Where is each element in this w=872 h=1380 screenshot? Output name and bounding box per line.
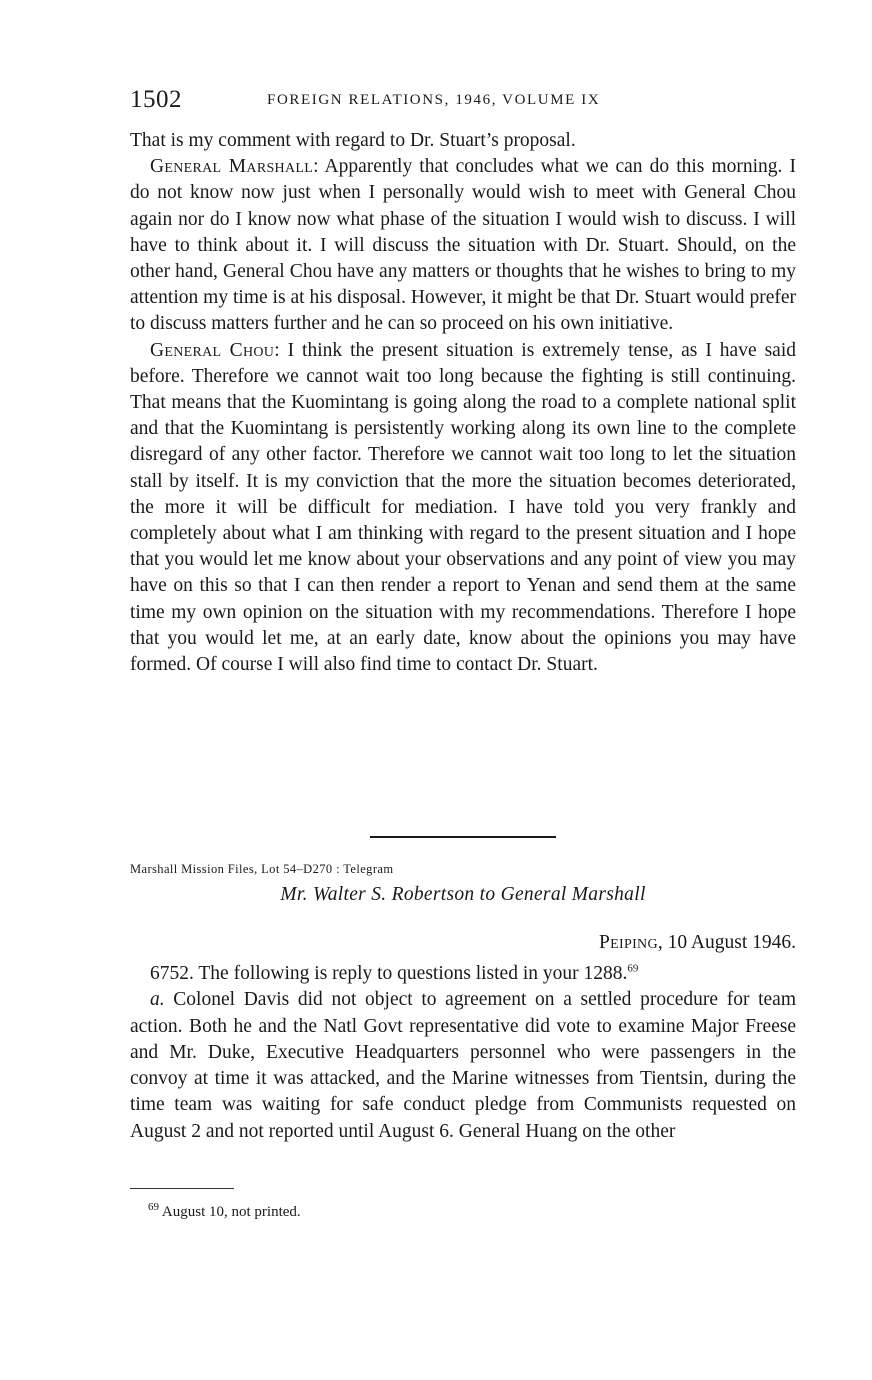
- footnote-text: August 10, not printed.: [159, 1204, 301, 1220]
- source-citation: Marshall Mission Files, Lot 54–D270 : Telegram: [130, 862, 394, 876]
- dateline-date: , 10 August 1946.: [657, 932, 796, 953]
- dateline: [599, 932, 796, 954]
- footnote-rule: [130, 1188, 234, 1189]
- transcript-paragraph: [130, 128, 796, 154]
- running-title: FOREIGN RELATIONS, 1946, VOLUME IX: [267, 92, 601, 108]
- transcript-paragraph: [130, 338, 796, 679]
- footnote: [148, 1201, 301, 1221]
- paragraph-text: : I think the present situation is extremely tense, as I have said before. Therefore we cannot wait too long because the fighting is still continuing. That means that the Kuomintang is going along the road to a complete national split and that the Kuomintang is persistently working along its own line to the complete disregard of any other factor. Therefore we cannot wait too long to let the situation stall by itself. It is my conviction that the more the situation becomes deteriorated, the more it will be difficult for mediation. I have told you very frankly and completely about what I am thinking with regard to the present situation and I hope that you would let me know about your observations and any point of view you may have on this so that I can then render a report to Yenan and send them at the same time my own opinion on the situation with my recommendations. Therefore I hope that you would let me, at an early date, know about the opinions you may have formed. Of course I will also find time to contact Dr. Stuart.: [130, 339, 796, 676]
- telegram-paragraph: [130, 961, 796, 987]
- telegram-paragraph: [130, 987, 796, 1145]
- paragraph-text: Colonel Davis did not object to agreement on a settled procedure for team action. Both he and the Natl Govt representative did vote to examine Major Freese and Mr. Duke, Executive Headquarters personnel who were passengers in the convoy at time it was attacked, and the Marine witnesses from Tientsin, during the time team was waiting for safe conduct pledge from Communists requested on August 2 and not reported until August 6. General Huang on the other: [130, 989, 796, 1142]
- paragraph-text: That is my comment with regard to Dr. Stuart’s proposal.: [130, 130, 576, 151]
- paragraph-text: 6752. The following is reply to questions listed in your 1288.: [150, 963, 628, 984]
- page-number: 1502: [130, 86, 182, 113]
- dateline-place: Peiping: [599, 932, 658, 953]
- paragraph-text: : Apparently that concludes what we can do this morning. I do not know now just when I personally would wish to meet with General Chou again nor do I know now what phase of the situation I would wish to discuss. I will have to think about it. I will discuss the situation with Dr. Stuart. Should, on the other hand, General Chou have any matters or thoughts that he wishes to bring to my attention my time is at his disposal. However, it might be that Dr. Stuart would prefer to discuss matters further and he can so proceed on his own initiative.: [130, 156, 796, 335]
- transcript-paragraph: [130, 154, 796, 337]
- running-head: [130, 86, 796, 116]
- document-title: Mr. Walter S. Robertson to General Marshall: [280, 884, 646, 905]
- speaker-name: General Chou: [150, 339, 275, 361]
- item-label: a.: [150, 989, 165, 1011]
- speaker-name: General Marshall: [150, 156, 314, 178]
- meeting-transcript: [130, 128, 796, 678]
- section-divider: [370, 836, 556, 838]
- footnote-reference: 69: [627, 962, 639, 975]
- footnote-number: 69: [148, 1201, 159, 1213]
- telegram-body: [130, 961, 796, 1145]
